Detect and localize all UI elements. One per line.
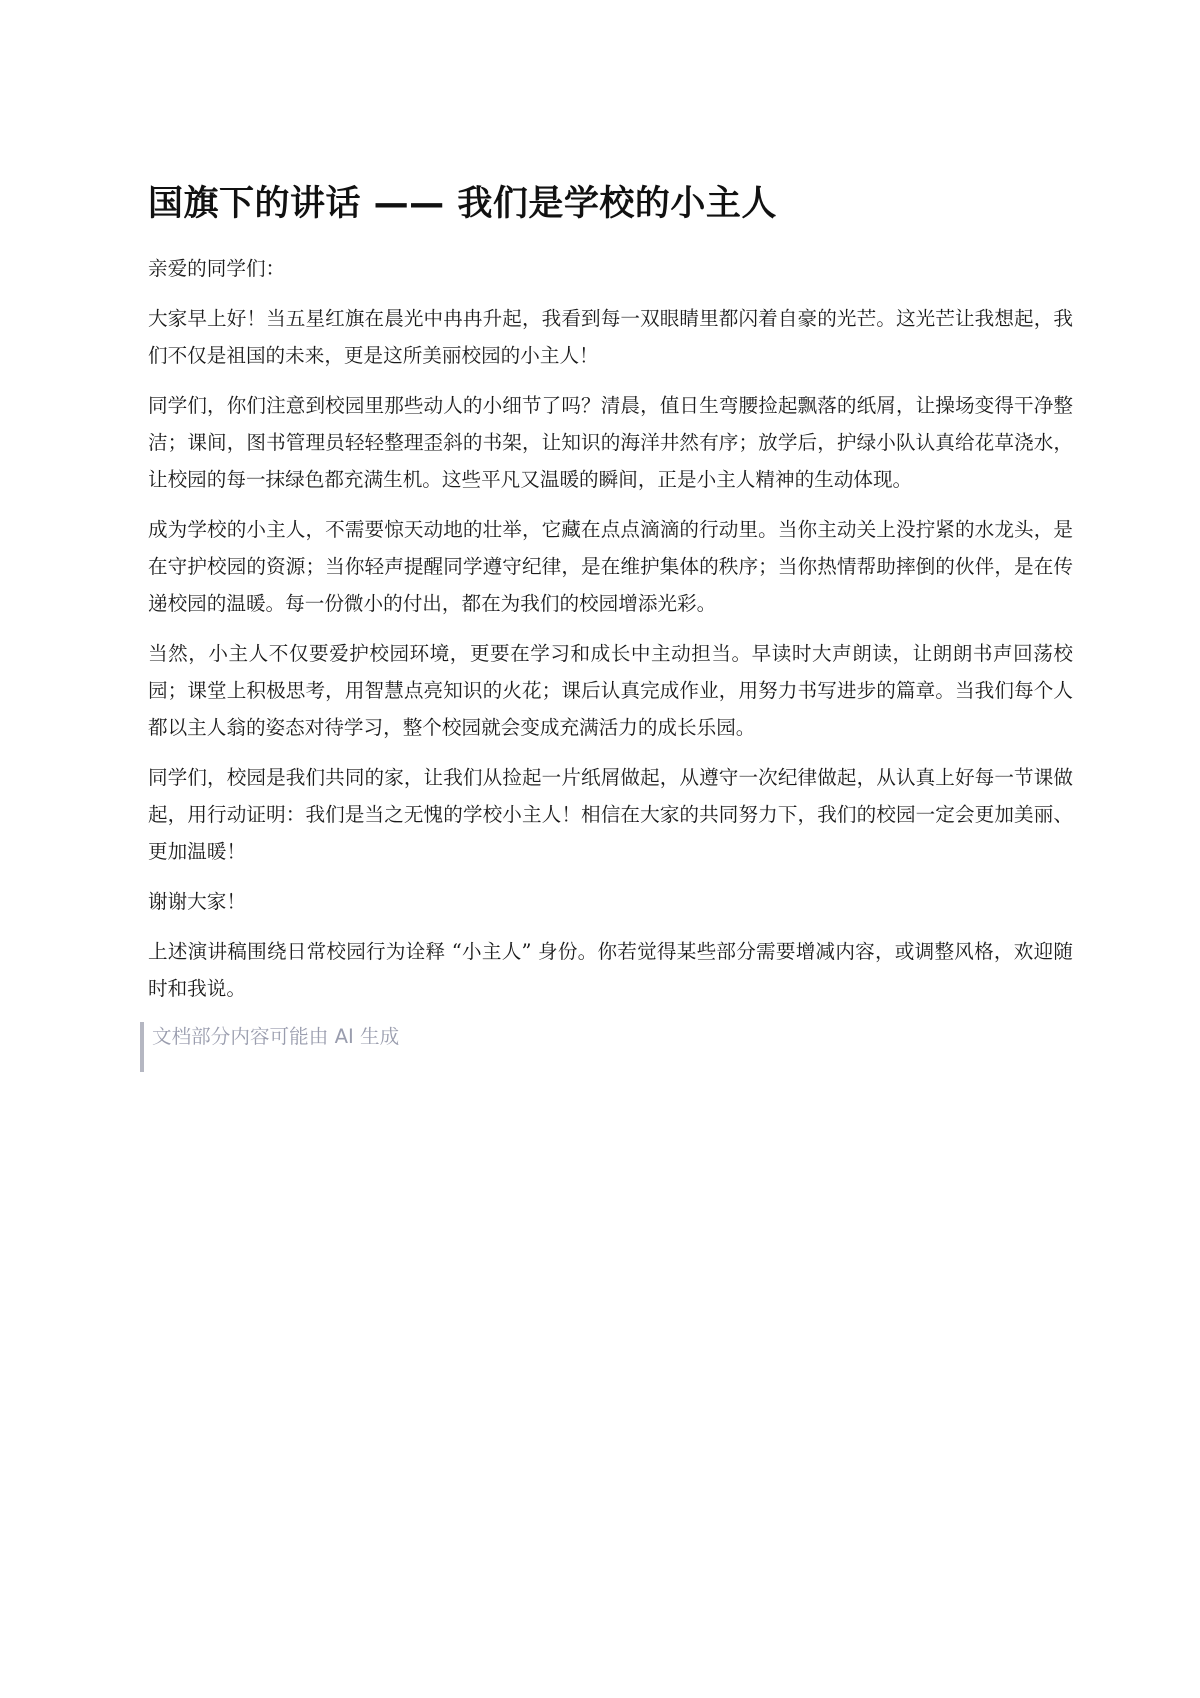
greeting-paragraph: 亲爱的同学们： bbox=[148, 257, 286, 280]
ai-generated-notice: 文档部分内容可能由 AI 生成 bbox=[140, 1022, 399, 1072]
body-paragraph: 成为学校的小主人，不需要惊天动地的壮举，它藏在点点滴滴的行动里。当你主动关上没拧紧的水龙头，是在守护校园的资源；当你轻声提醒同学遵守纪律，是在维护集体的秩序；当你热情帮助摔倒的伙伴，是在传递校园的温暖。每一份微小的付出，都在为我们的校园增添光彩。 bbox=[148, 518, 1073, 615]
document-title: 国旗下的讲话 —— 我们是学校的小主人 bbox=[148, 184, 777, 224]
body-paragraph: 当然，小主人不仅要爱护校园环境，更要在学习和成长中主动担当。早读时大声朗读，让朗朗书声回荡校园；课堂上积极思考，用智慧点亮知识的火花；课后认真完成作业，用努力书写进步的篇章。当我们每个人都以主人翁的姿态对待学习，整个校园就会变成充满活力的成长乐园。 bbox=[148, 642, 1073, 739]
closing-paragraph: 谢谢大家！ bbox=[148, 890, 246, 913]
document-page bbox=[148, 180, 1073, 1048]
body-paragraph: 同学们，你们注意到校园里那些动人的小细节了吗？清晨，值日生弯腰捡起飘落的纸屑，让操场变得干净整洁；课间，图书管理员轻轻整理歪斜的书架，让知识的海洋井然有序；放学后，护绿小队认真给花草浇水，让校园的每一抹绿色都充满生机。这些平凡又温暖的瞬间，正是小主人精神的生动体现。 bbox=[148, 394, 1073, 491]
assistant-note-paragraph: 上述演讲稿围绕日常校园行为诠释 “小主人” 身份。你若觉得某些部分需要增减内容，或调整风格，欢迎随时和我说。 bbox=[148, 940, 1073, 1000]
body-paragraph: 同学们，校园是我们共同的家，让我们从捡起一片纸屑做起，从遵守一次纪律做起，从认真上好每一节课做起，用行动证明：我们是当之无愧的学校小主人！相信在大家的共同努力下，我们的校园一定会更加美丽、更加温暖！ bbox=[148, 766, 1073, 863]
body-paragraph: 大家早上好！当五星红旗在晨光中冉冉升起，我看到每一双眼睛里都闪着自豪的光芒。这光芒让我想起，我们不仅是祖国的未来，更是这所美丽校园的小主人！ bbox=[148, 307, 1073, 367]
